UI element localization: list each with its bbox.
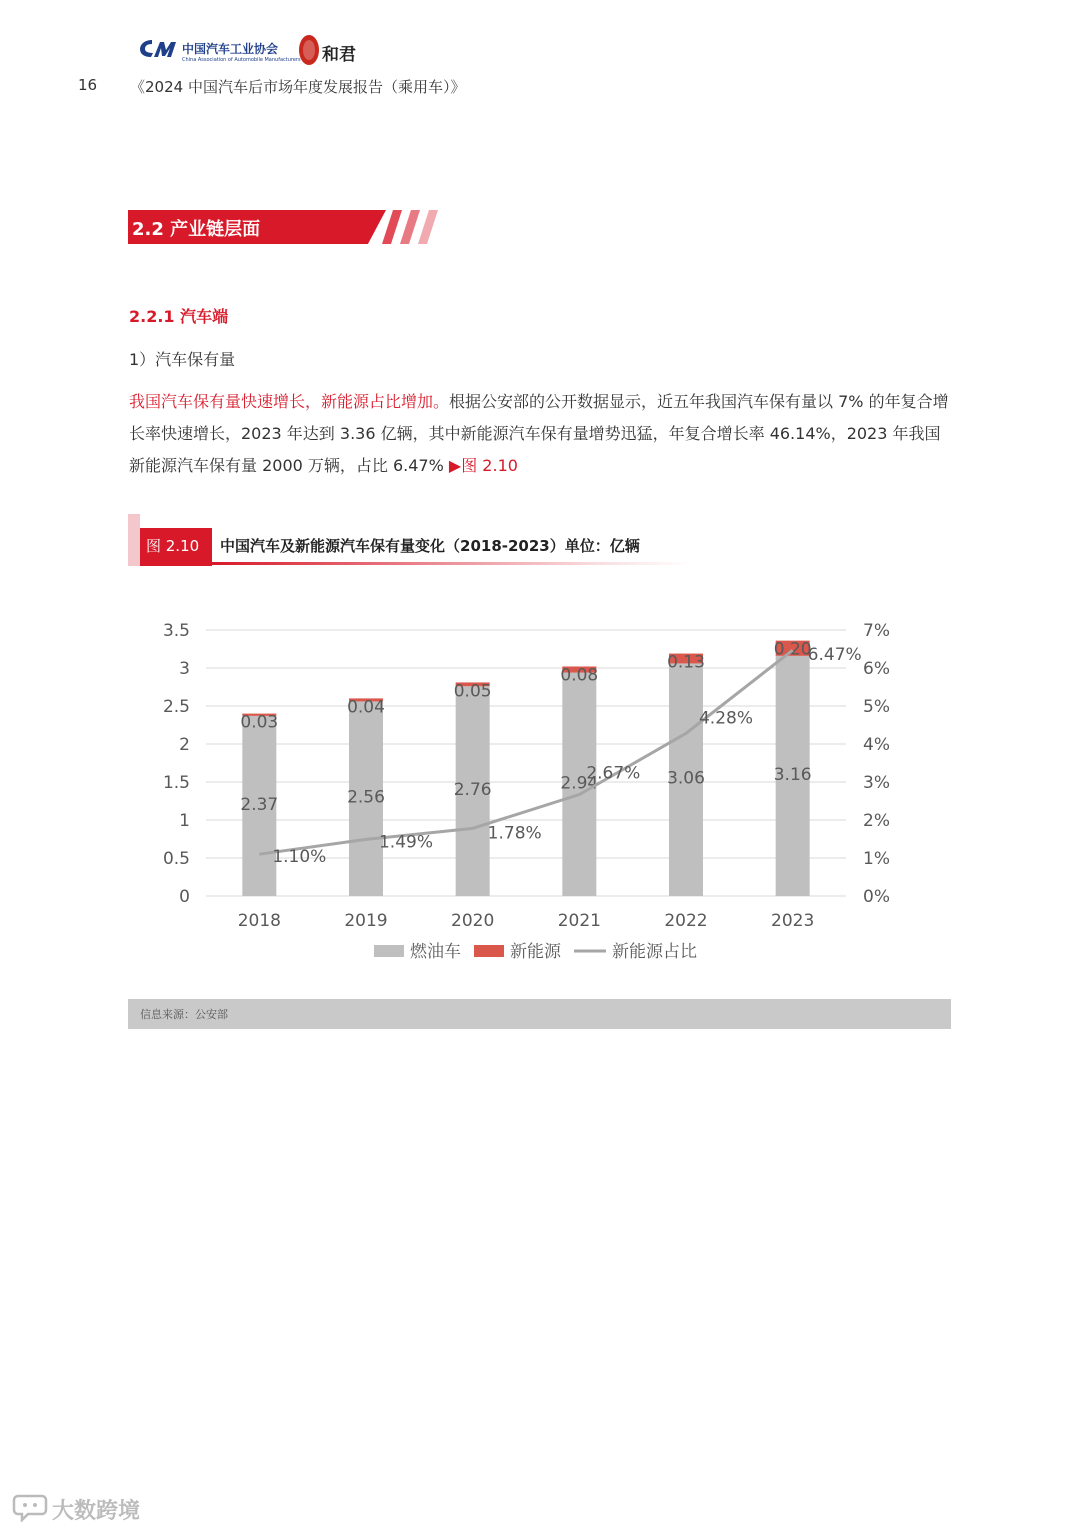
data-label-share: 4.28% — [698, 708, 754, 729]
item-title: 1）汽车保有量 — [129, 350, 236, 369]
data-label-share: 6.47% — [807, 645, 862, 666]
x-tick-label: 2020 — [451, 911, 495, 931]
banner-stripe — [400, 210, 420, 244]
section-banner — [128, 210, 428, 244]
y2-tick-label: 3% — [863, 773, 890, 793]
y2-tick-label: 5% — [863, 697, 890, 717]
y2-tick-label: 1% — [863, 849, 890, 869]
partner-logo-text: 和君 — [322, 45, 356, 65]
y2-tick-label: 0% — [863, 887, 890, 907]
legend-label: 新能源 — [510, 942, 561, 962]
y-tick-label: 2 — [179, 735, 190, 755]
y2-tick-label: 6% — [863, 659, 890, 679]
data-label-nev: 0.20 — [773, 639, 812, 660]
data-label-share: 1.10% — [272, 847, 327, 868]
data-label-share: 1.49% — [378, 832, 434, 853]
x-tick-label: 2022 — [664, 911, 708, 931]
x-tick-label: 2023 — [771, 911, 815, 931]
y-tick-label: 3 — [179, 659, 190, 679]
source-text: 信息来源：公安部 — [140, 1008, 228, 1021]
y-tick-label: 0 — [179, 887, 190, 907]
legend-label: 燃油车 — [410, 942, 461, 962]
banner-stripe — [418, 210, 438, 244]
data-label-share: 2.67% — [586, 763, 641, 784]
section-title: 2.2 产业链层面 — [132, 219, 261, 240]
highlight-text: 我国汽车保有量快速增长，新能源占比增加。 — [129, 392, 450, 411]
figure-reference-link[interactable]: ▶图 2.10 — [448, 456, 518, 475]
y2-tick-label: 2% — [863, 811, 890, 831]
y-tick-label: 2.5 — [162, 697, 190, 717]
figure-tag — [140, 528, 212, 566]
data-label-nev: 0.05 — [453, 681, 492, 702]
figure-tag-label: 图 2.10 — [146, 537, 200, 555]
figure-tab-accent — [128, 514, 140, 566]
data-label-ice: 2.76 — [453, 780, 492, 801]
legend-label: 新能源占比 — [612, 942, 697, 962]
banner-stripe — [382, 210, 402, 244]
caam-logo-icon — [138, 36, 178, 60]
subsection-title: 2.2.1 汽车端 — [129, 307, 229, 326]
x-tick-label: 2021 — [557, 911, 601, 931]
y2-tick-label: 7% — [863, 621, 890, 641]
x-tick-label: 2018 — [237, 911, 281, 931]
figure-header — [128, 514, 688, 566]
hejun-seal-icon — [298, 34, 320, 66]
y-tick-label: 1 — [179, 811, 190, 831]
data-label-ice: 2.37 — [240, 794, 279, 815]
figure-title: 中国汽车及新能源汽车保有量变化（2018-2023）单位：亿辆 — [220, 537, 640, 555]
caam-logo-text: 中国汽车工业协会 — [182, 42, 279, 56]
data-label-ice: 3.06 — [667, 768, 705, 789]
source-bar — [128, 999, 951, 1029]
data-label-share: 1.78% — [487, 823, 542, 844]
data-label-nev: 0.04 — [347, 697, 385, 718]
data-label-ice: 3.16 — [773, 764, 812, 785]
figure-title-underline — [212, 562, 692, 565]
caam-logo-subtext: China Association of Automobile Manufacturers — [182, 57, 301, 63]
body-paragraph — [129, 386, 953, 482]
data-label-nev: 0.03 — [240, 712, 279, 733]
document-title: 《2024 中国汽车后市场年度发展报告（乘用车）》 — [130, 78, 466, 96]
data-label-ice: 2.94 — [560, 773, 599, 794]
legend-swatch-ice — [374, 945, 404, 957]
y-tick-label: 0.5 — [162, 849, 190, 869]
body-text: 根据公安部的公开数据显示，近五年我国汽车保有量以 7% 的年复合增长率快速增长，2023 年达到 3.36 亿辆，其中新能源汽车保有量增势迅猛，年复合增长率 46.14%，2023 年我国新能源汽车保有量 2000 万辆，占比 6.47% — [129, 392, 949, 475]
y-tick-label: 1.5 — [162, 773, 190, 793]
vehicle-stock-chart — [140, 600, 920, 980]
data-label-ice: 2.56 — [347, 787, 385, 808]
y-tick-label: 3.5 — [162, 621, 190, 641]
chat-bubble-icon — [12, 1492, 48, 1522]
page-number: 16 — [78, 76, 98, 94]
watermark-text: 大数跨境 — [52, 1499, 141, 1524]
legend-swatch-nev — [474, 945, 504, 957]
data-label-nev: 0.08 — [560, 665, 599, 686]
data-label-nev: 0.13 — [667, 652, 705, 673]
chart-svg — [140, 600, 920, 980]
x-tick-label: 2019 — [344, 911, 388, 931]
y2-tick-label: 4% — [863, 735, 890, 755]
